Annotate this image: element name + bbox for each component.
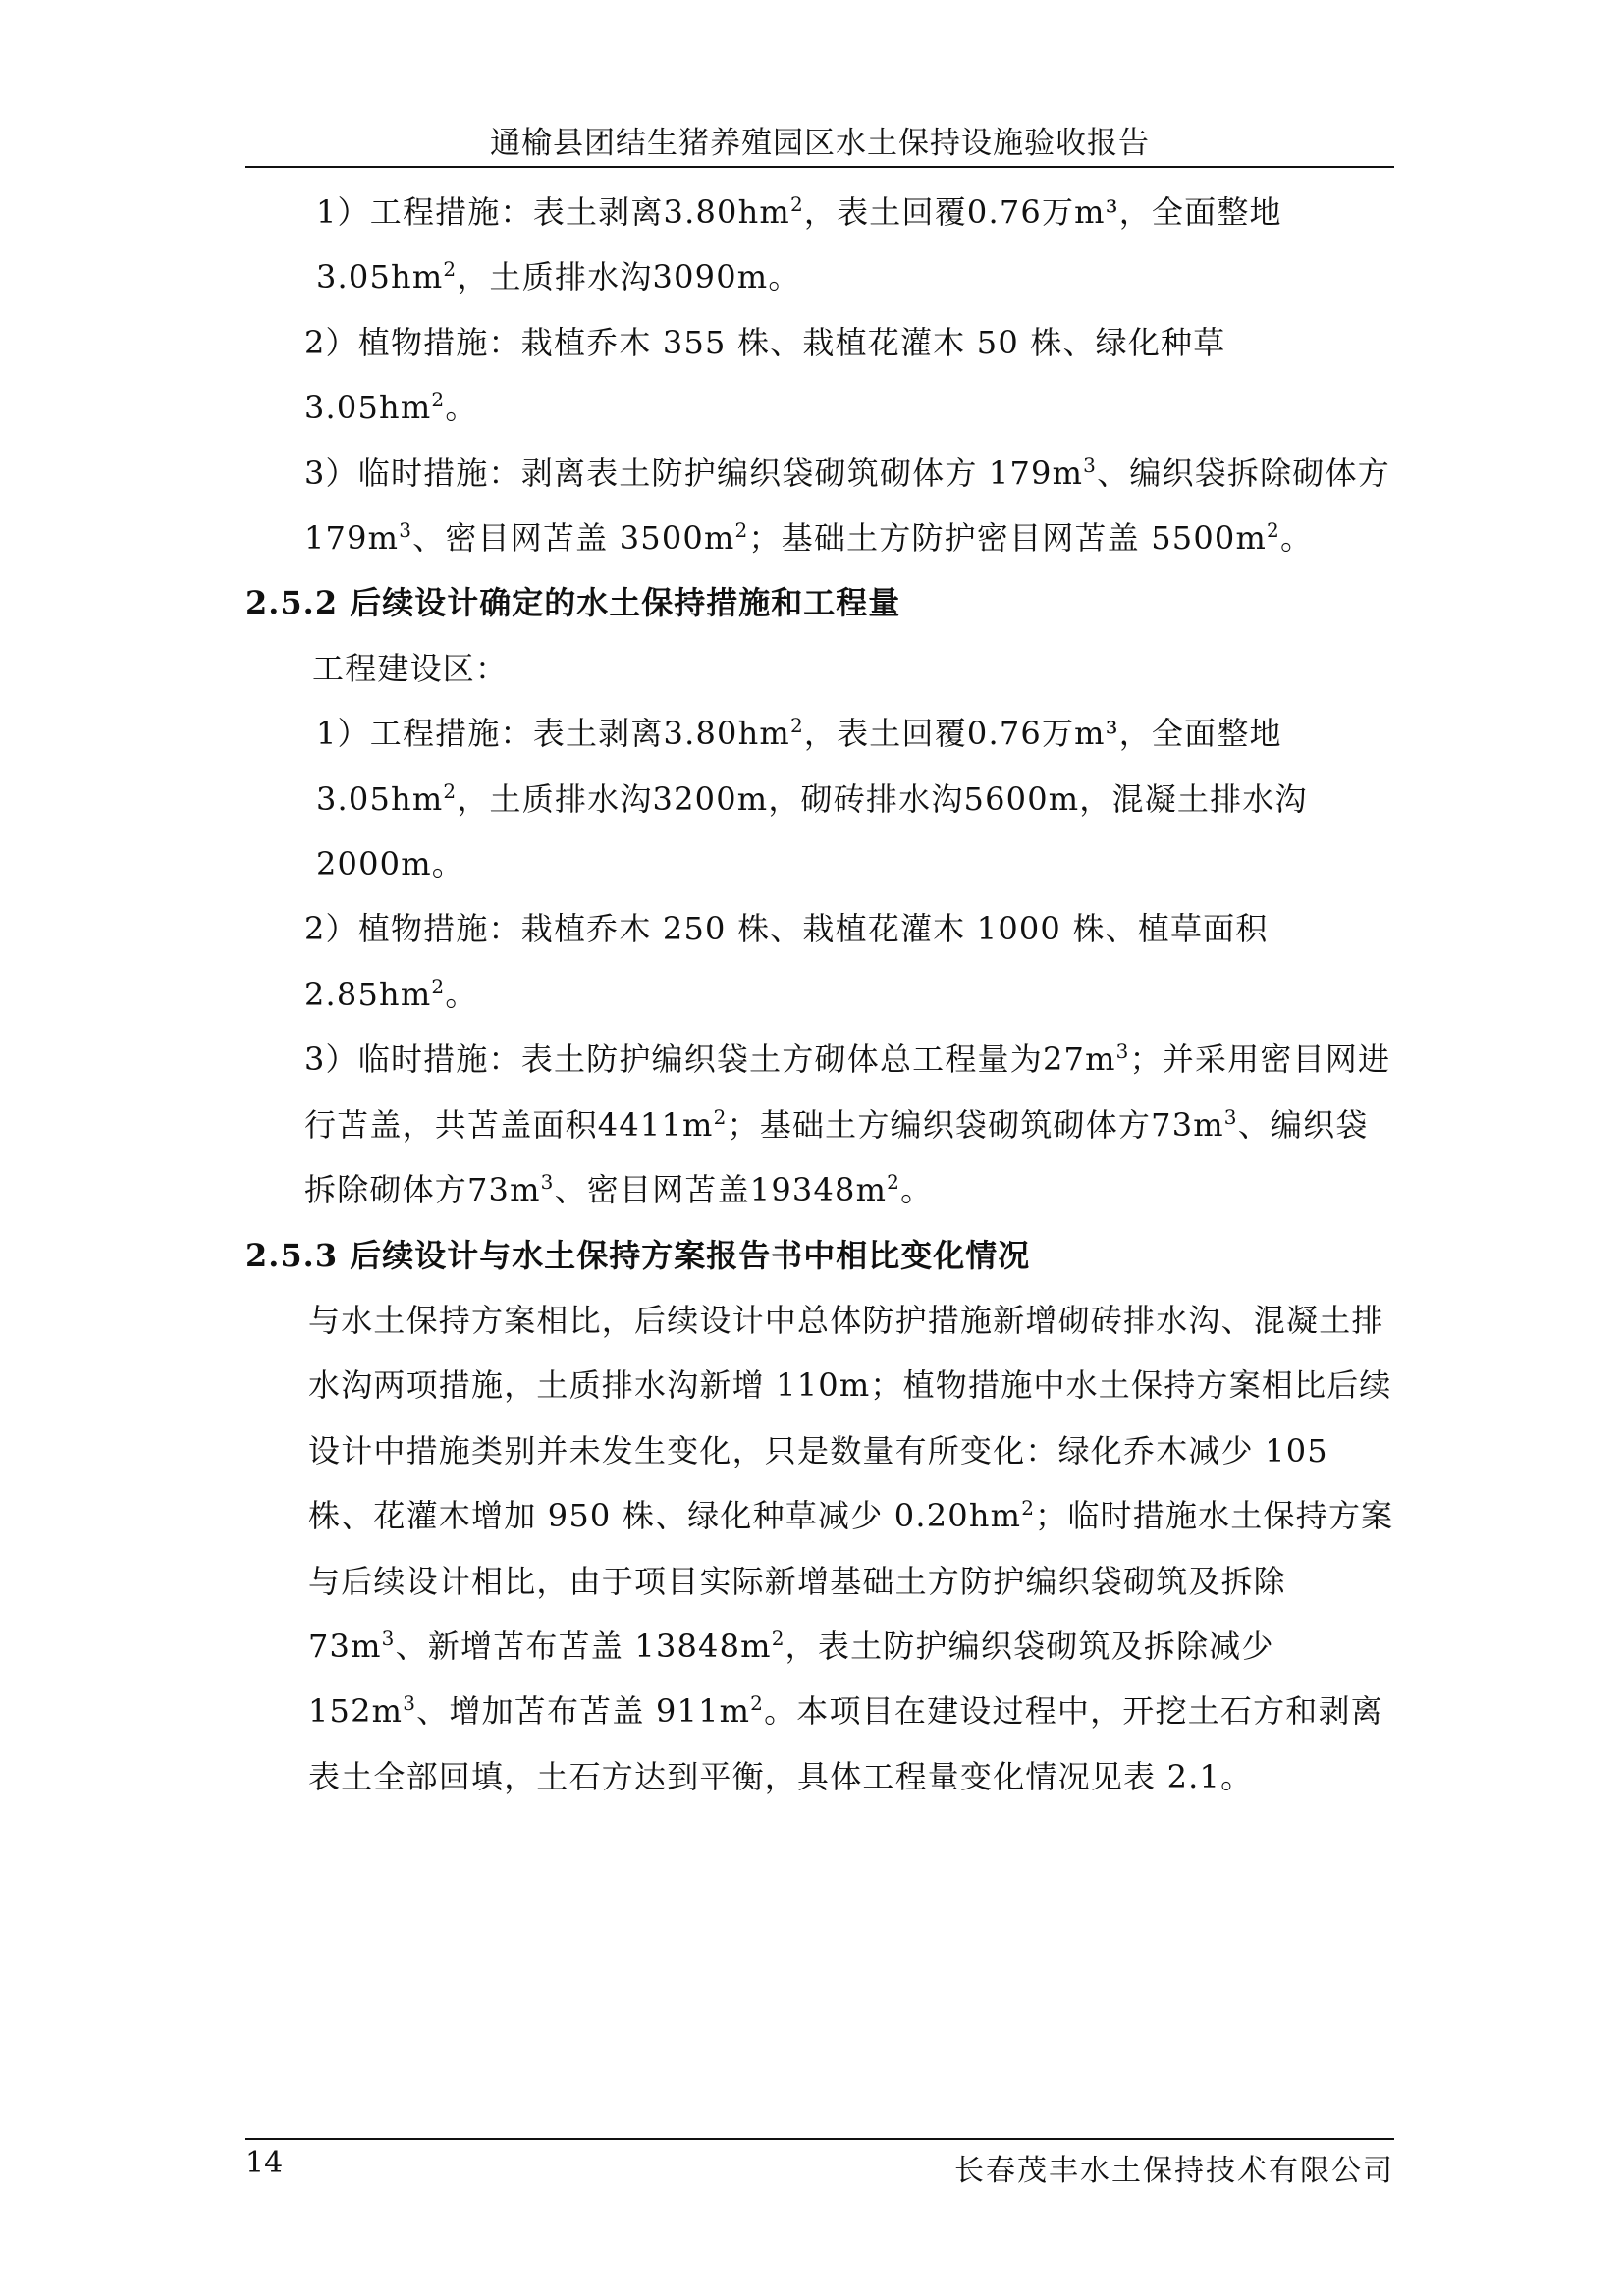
section-heading-2-5-3: 2.5.3 后续设计与水土保持方案报告书中相比变化情况 — [245, 1236, 1031, 1274]
page-header-title: 通榆县团结生猪养殖园区水土保持设施验收报告 — [490, 126, 1150, 161]
paragraph-engineering-measures-design: 1）工程措施：表土剥离$3.80hm^2$，表土回覆0.76万m³，全面整地$3.05hm^2$，土质排水沟3200m，砌砖排水沟5600m，混凝土排水沟2000m。 — [316, 714, 1308, 883]
paragraph-construction-area-intro: 工程建设区： — [312, 649, 509, 687]
paragraph-plant-measures-design: 2）植物措施：栽植乔木 250 株、栽植花灌木 1000 株、植草面积 $2.85hm^2$。 — [304, 910, 1269, 1013]
header-divider — [245, 166, 1394, 168]
paragraph-change-comparison: 与水土保持方案相比，后续设计中总体防护措施新增砌砖排水沟、混凝土排水沟两项措施，土质排水沟新增 110m；植物措施中水土保持方案相比后续设计中措施类别并未发生变化，只是数量有所变化：绿化乔木减少 105 株、花灌木增加 950 株、绿化种草减少 $0.20hm^2$；临时措施水土保持方案与后续设计相比，由于项目实际新增基础土方防护编织袋砌筑及拆除 $73m^3$、新增苫布苫盖 $13848m^2$，表土防护编织袋砌筑及拆除减少 $152m^3$、增加苫布苫盖 $911m^2$。本项目在建设过程中，开挖土石方和剥离表土全部回填，土石方达到平衡，具体工程量变化情况见表 2.1。 — [308, 1301, 1394, 1795]
paragraph-plant-measures-plan: 2）植物措施：栽植乔木 355 株、栽植花灌木 50 株、绿化种草 $3.05hm^2$。 — [304, 323, 1226, 427]
paragraph-engineering-measures-plan: 1）工程措施：表土剥离$3.80hm^2$，表土回覆0.76万m³，全面整地$3.05hm^2$，土质排水沟3090m。 — [316, 192, 1282, 296]
footer-divider — [245, 2138, 1394, 2140]
paragraph-temporary-measures-plan: 3）临时措施：剥离表土防护编织袋砌筑砌体方 $179m^3$、编织袋拆除砌体方 $179m^3$、密目网苫盖 $3500m^2$；基础土方防护密目网苫盖 $5500m^2$。 — [304, 453, 1390, 558]
section-heading-2-5-2: 2.5.2 后续设计确定的水土保持措施和工程量 — [245, 584, 901, 622]
paragraph-temporary-measures-design: 3）临时措施：表土防护编织袋土方砌体总工程量为$27m^3$；并采用密目网进行苫盖，共苫盖面积$4411m^2$；基础土方编织袋砌筑砌体方$73m^3$、编织袋拆除砌体方$73m^3$、密目网苫盖$19348m^2$。 — [304, 1040, 1391, 1209]
page-number: 14 — [245, 2146, 284, 2180]
footer-company-name: 长春茂丰水土保持技术有限公司 — [954, 2154, 1394, 2188]
document-body — [245, 180, 1394, 1809]
